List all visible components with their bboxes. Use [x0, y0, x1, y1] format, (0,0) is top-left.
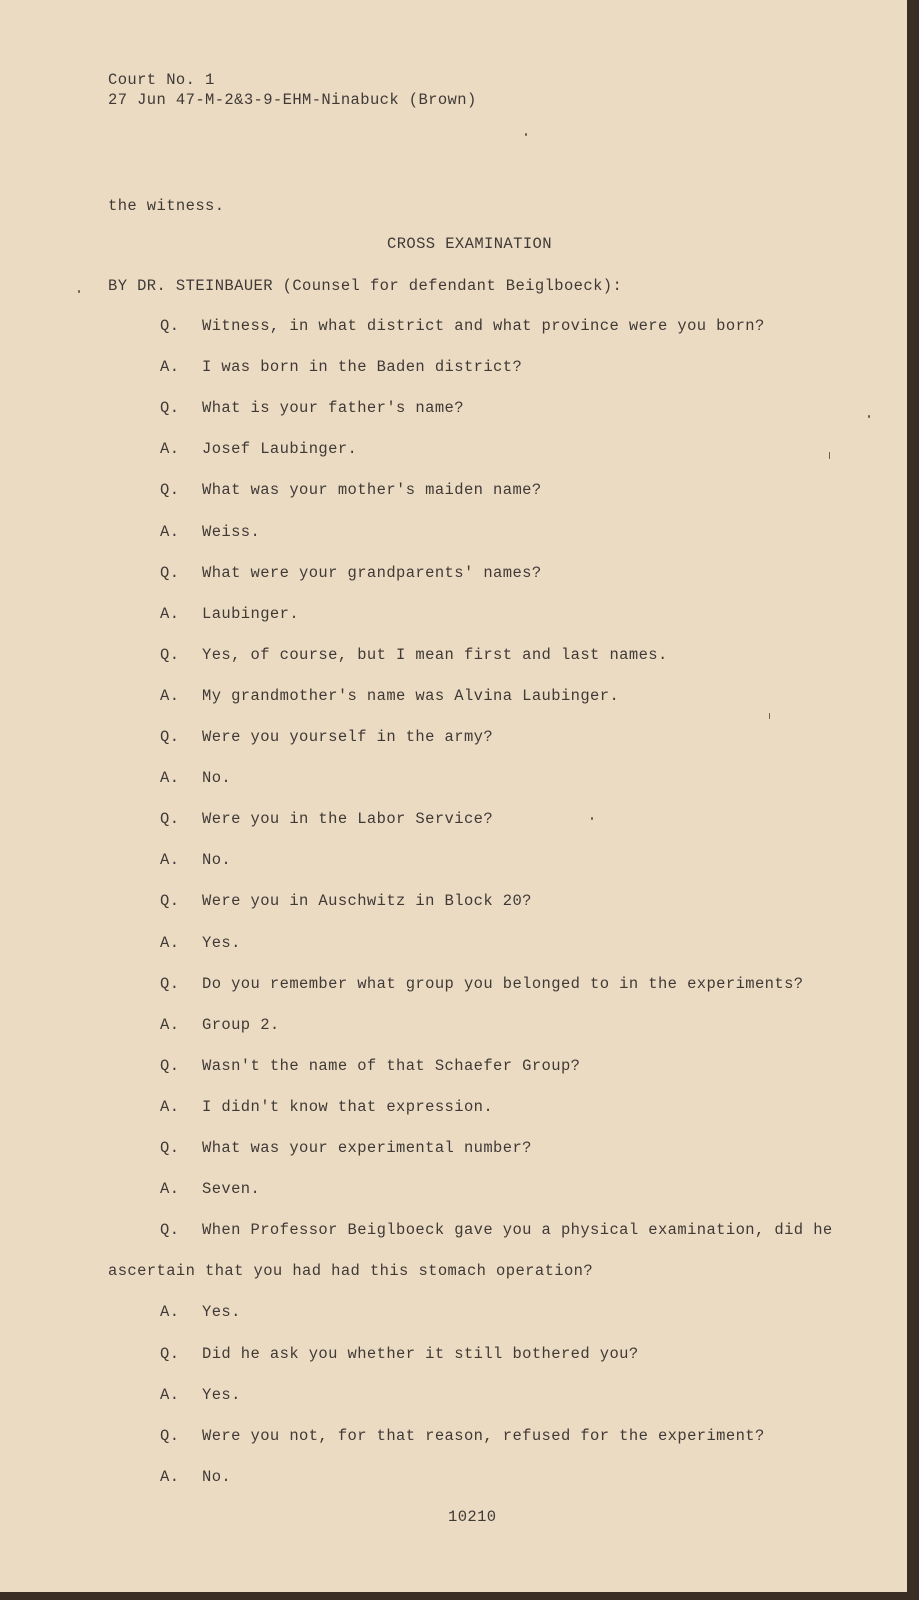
intro-text: the witness. — [108, 197, 225, 215]
speaker-marker: A. — [160, 851, 180, 869]
answer-line — [160, 933, 241, 953]
question-line — [160, 727, 493, 747]
speaker-marker: Q. — [160, 1221, 180, 1239]
line-text: I didn't know that expression. — [202, 1098, 494, 1116]
paper-speck — [591, 817, 593, 820]
question-line — [160, 1220, 833, 1240]
line-text: When Professor Beiglboeck gave you a physical examination, did he — [202, 1221, 833, 1239]
line-text: Group 2. — [202, 1016, 280, 1034]
paper-speck — [769, 713, 770, 719]
line-text: No. — [202, 769, 232, 787]
answer-line — [160, 357, 522, 377]
paper-speck — [868, 415, 870, 418]
line-text: Were you in the Labor Service? — [202, 810, 494, 828]
question-line — [160, 1138, 532, 1158]
line-text: Josef Laubinger. — [202, 440, 358, 458]
line-text: Witness, in what district and what province were you born? — [202, 317, 765, 335]
answer-line — [160, 1015, 280, 1035]
document-reference: 27 Jun 47-M-2&3-9-EHM-Ninabuck (Brown) — [108, 91, 477, 109]
answer-line — [160, 1179, 260, 1199]
speaker-marker: A. — [160, 1098, 180, 1116]
question-line — [160, 480, 542, 500]
line-text: My grandmother's name was Alvina Laubinger. — [202, 687, 620, 705]
section-heading: CROSS EXAMINATION — [387, 235, 552, 253]
speaker-marker: Q. — [160, 481, 180, 499]
speaker-marker: A. — [160, 1180, 180, 1198]
page-number: 10210 — [448, 1508, 497, 1526]
paper-speck — [78, 290, 80, 293]
answer-line — [160, 1385, 241, 1405]
court-number: Court No. 1 — [108, 71, 215, 89]
speaker-marker: A. — [160, 1468, 180, 1486]
answer-line — [160, 850, 231, 870]
question-line — [160, 398, 464, 418]
paper-speck — [525, 133, 527, 136]
speaker-marker: A. — [160, 605, 180, 623]
speaker-marker: A. — [160, 1016, 180, 1034]
speaker-marker: A. — [160, 687, 180, 705]
speaker-marker: Q. — [160, 1057, 180, 1075]
line-text: Weiss. — [202, 523, 261, 541]
speaker-marker: Q. — [160, 1139, 180, 1157]
answer-line — [160, 439, 357, 459]
answer-line — [160, 604, 299, 624]
examiner-line: BY DR. STEINBAUER (Counsel for defendant Beiglboeck): — [108, 277, 623, 295]
line-text: Yes, of course, but I mean first and last names. — [202, 646, 668, 664]
line-text: Did he ask you whether it still bothered you? — [202, 1345, 639, 1363]
answer-line — [160, 686, 619, 706]
line-text: Yes. — [202, 934, 241, 952]
speaker-marker: A. — [160, 358, 180, 376]
answer-line — [160, 1097, 493, 1117]
answer-line — [160, 522, 260, 542]
line-text: Were you in Auschwitz in Block 20? — [202, 892, 532, 910]
speaker-marker: Q. — [160, 975, 180, 993]
line-text: What is your father's name? — [202, 399, 464, 417]
line-text: Were you yourself in the army? — [202, 728, 494, 746]
question-line — [160, 974, 804, 994]
speaker-marker: Q. — [160, 1427, 180, 1445]
question-line — [160, 891, 532, 911]
speaker-marker: A. — [160, 1303, 180, 1321]
speaker-marker: Q. — [160, 728, 180, 746]
question-line — [160, 1344, 639, 1364]
speaker-marker: Q. — [160, 646, 180, 664]
answer-line — [160, 1467, 231, 1487]
speaker-marker: Q. — [160, 892, 180, 910]
line-text: Yes. — [202, 1303, 241, 1321]
speaker-marker: A. — [160, 440, 180, 458]
speaker-marker: A. — [160, 523, 180, 541]
question-line — [160, 809, 493, 829]
line-text: No. — [202, 1468, 232, 1486]
speaker-marker: Q. — [160, 399, 180, 417]
line-text: No. — [202, 851, 232, 869]
paper-speck — [829, 452, 830, 459]
answer-line — [160, 768, 231, 788]
speaker-marker: A. — [160, 1386, 180, 1404]
continuation-line — [108, 1261, 593, 1281]
line-text: Do you remember what group you belonged to in the experiments? — [202, 975, 804, 993]
speaker-marker: Q. — [160, 1345, 180, 1363]
question-line — [160, 316, 765, 336]
question-line — [160, 645, 668, 665]
line-text: ascertain that you had had this stomach operation? — [108, 1262, 594, 1280]
speaker-marker: Q. — [160, 317, 180, 335]
line-text: What was your mother's maiden name? — [202, 481, 542, 499]
speaker-marker: Q. — [160, 810, 180, 828]
question-line — [160, 1426, 765, 1446]
line-text: Wasn't the name of that Schaefer Group? — [202, 1057, 581, 1075]
line-text: Were you not, for that reason, refused for the experiment? — [202, 1427, 765, 1445]
speaker-marker: Q. — [160, 564, 180, 582]
line-text: Yes. — [202, 1386, 241, 1404]
line-text: What were your grandparents' names? — [202, 564, 542, 582]
question-line — [160, 563, 542, 583]
question-line — [160, 1056, 580, 1076]
speaker-marker: A. — [160, 769, 180, 787]
speaker-marker: A. — [160, 934, 180, 952]
line-text: What was your experimental number? — [202, 1139, 532, 1157]
line-text: I was born in the Baden district? — [202, 358, 523, 376]
answer-line — [160, 1302, 241, 1322]
line-text: Laubinger. — [202, 605, 300, 623]
line-text: Seven. — [202, 1180, 261, 1198]
